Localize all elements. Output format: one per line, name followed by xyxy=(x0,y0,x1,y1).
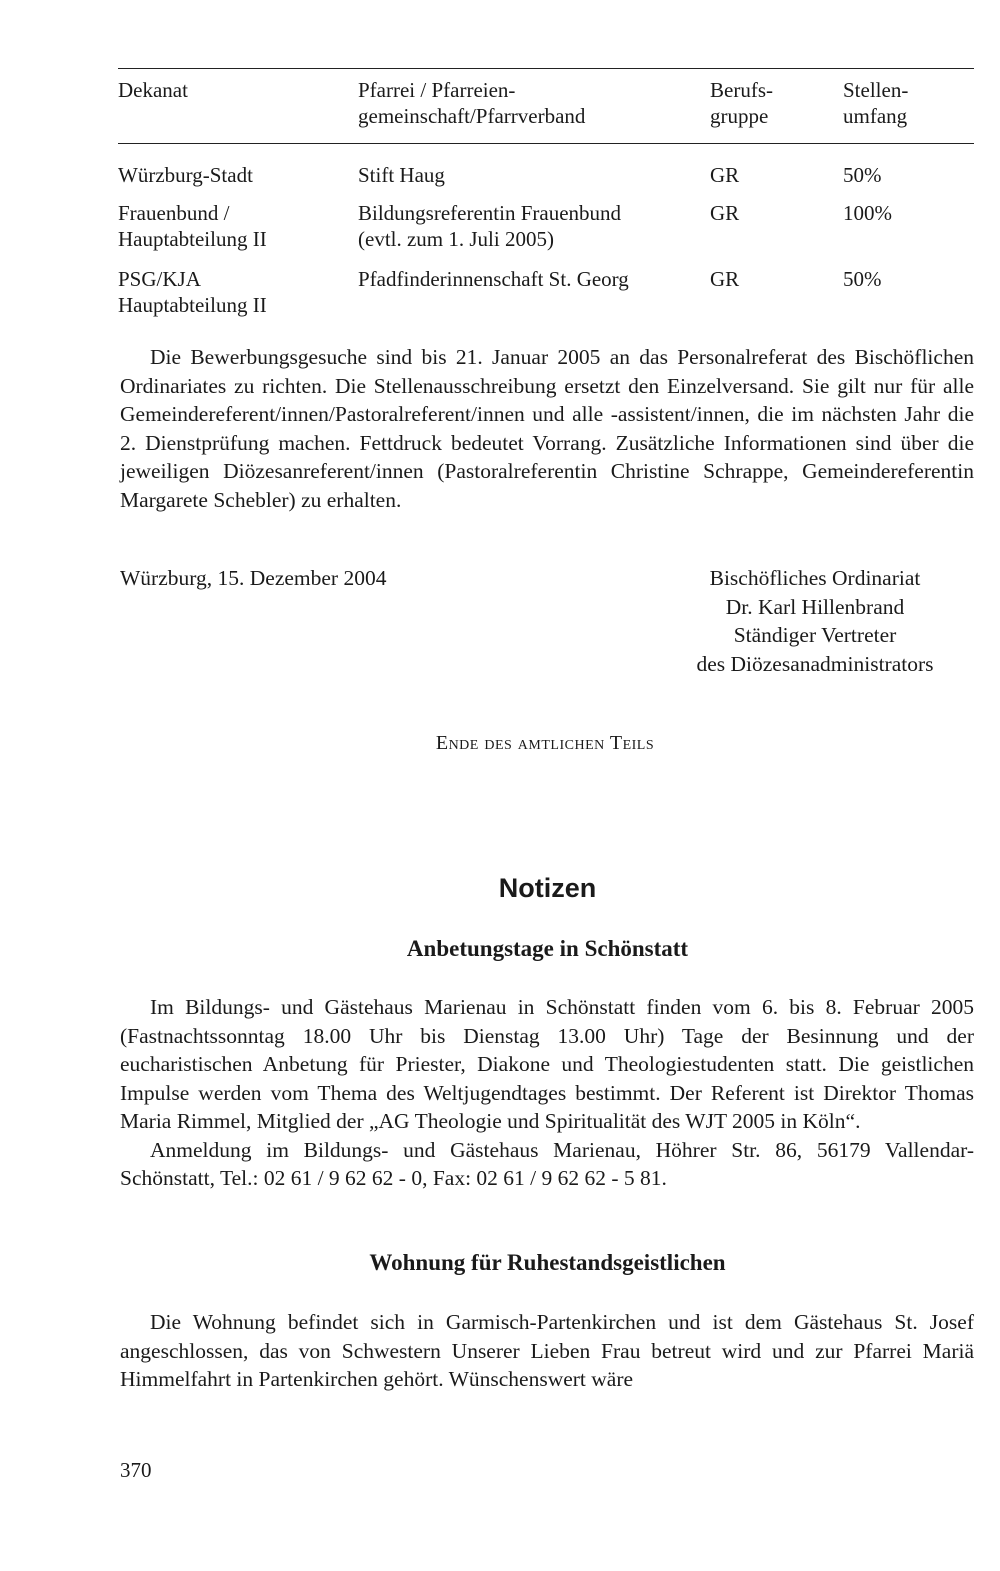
cell-dekanat: PSG/KJA Hauptabteilung II xyxy=(118,267,267,317)
article-2-paragraph-1: Die Wohnung befindet sich in Garmisch-Partenkirchen und ist dem Gästehaus St. Josef angeschlossen, das von Schwestern Unserer Lieben Frau betreut wird und zur Pfarrei Mariä Himmelfahrt in Partenkirchen gehört. Wünschenswert wäre xyxy=(120,1310,974,1391)
cell-berufsgruppe: GR xyxy=(710,267,740,291)
article-2-heading: Wohnung für Ruhestandsgeistlichen xyxy=(369,1250,726,1275)
cell-stellenumfang: 100% xyxy=(843,201,892,225)
header-stellenumfang: Stellen- umfang xyxy=(843,78,909,128)
table-row xyxy=(118,266,974,322)
article-1-heading: Anbetungstage in Schönstatt xyxy=(406,936,689,961)
application-paragraph xyxy=(120,343,974,514)
end-of-official-part: Ende des amtlichen Teils xyxy=(435,732,655,754)
section-title: Notizen xyxy=(498,873,597,903)
article-1-body xyxy=(120,993,974,1193)
positions-table xyxy=(118,68,974,322)
cell-dekanat: Frauenbund / Hauptabteilung II xyxy=(118,201,267,251)
header-berufsgruppe: Berufs- gruppe xyxy=(710,78,773,128)
article-1-paragraph-1: Im Bildungs- und Gästehaus Marienau in Schönstatt finden vom 6. bis 8. Februar 2005 (Fastnachtssonntag 18.00 Uhr bis Dienstag 13.00 Uhr) Tage der Besinnung und der eucharistischen Anbetung für Priester, Diakone und Theologiestudenten statt. Die geistlichen Impulse werden vom Thema des Weltjugendtages bestimmt. Der Referent ist Direktor Thomas Maria Rimmel, Mitglied der „AG Theologie und Spiritualität des WJT 2005 in Köln“. xyxy=(120,995,974,1133)
cell-stellenumfang: 50% xyxy=(843,163,882,187)
table-header-row xyxy=(118,77,974,143)
cell-pfarrei: Stift Haug xyxy=(358,163,445,187)
article-2-body xyxy=(120,1308,974,1394)
cell-dekanat: Würzburg-Stadt xyxy=(118,163,253,187)
table-top-rule xyxy=(118,68,974,69)
signature-line-2: Dr. Karl Hillenbrand xyxy=(725,594,905,619)
cell-pfarrei: Pfadfinderinnenschaft St. Georg xyxy=(358,267,629,291)
page-number: 370 xyxy=(120,1458,152,1482)
table-row xyxy=(118,162,974,200)
signature-line-4: des Diözesanadministrators xyxy=(696,651,934,676)
cell-berufsgruppe: GR xyxy=(710,163,740,187)
cell-pfarrei: Bildungsreferentin Frauenbund (evtl. zum 1. Juli 2005) xyxy=(358,201,622,251)
cell-berufsgruppe: GR xyxy=(710,201,740,225)
article-1-paragraph-2: Anmeldung im Bildungs- und Gästehaus Marienau, Höhrer Str. 86, 56179 Vallendar-Schönstatt, Tel.: 02 61 / 9 62 62 - 0, Fax: 02 61 / 9 62 62 - 5 81. xyxy=(120,1137,974,1190)
application-text: Die Bewerbungsgesuche sind bis 21. Januar 2005 an das Personalreferat des Bischöflichen Ordinariates zu richten. Die Stellenausschreibung ersetzt den Einzelversand. Sie gilt nur für alle Gemeindereferent/innen/Pastoralreferent/innen und alle -assistent/innen, die im nächsten Jahr die 2. Dienstprüfung machen. Fettdruck bedeutet Vorrang. Zusätzliche Informationen sind über die jeweiligen Diözesanreferent/innen (Pastoralreferentin Christine Schrappe, Gemeindereferentin Margarete Schebler) zu erhalten. xyxy=(120,345,974,512)
signature-line-1: Bischöfliches Ordinariat xyxy=(709,566,921,590)
signature-block xyxy=(640,564,990,678)
table-row xyxy=(118,200,974,266)
table-header-rule xyxy=(118,143,974,144)
header-dekanat: Dekanat xyxy=(118,78,188,102)
header-pfarrei: Pfarrei / Pfarreien- gemeinschaft/Pfarrverband xyxy=(358,78,586,128)
dateline: Würzburg, 15. Dezember 2004 xyxy=(120,566,387,590)
cell-stellenumfang: 50% xyxy=(843,267,882,291)
signature-line-3: Ständiger Vertreter xyxy=(733,623,897,647)
